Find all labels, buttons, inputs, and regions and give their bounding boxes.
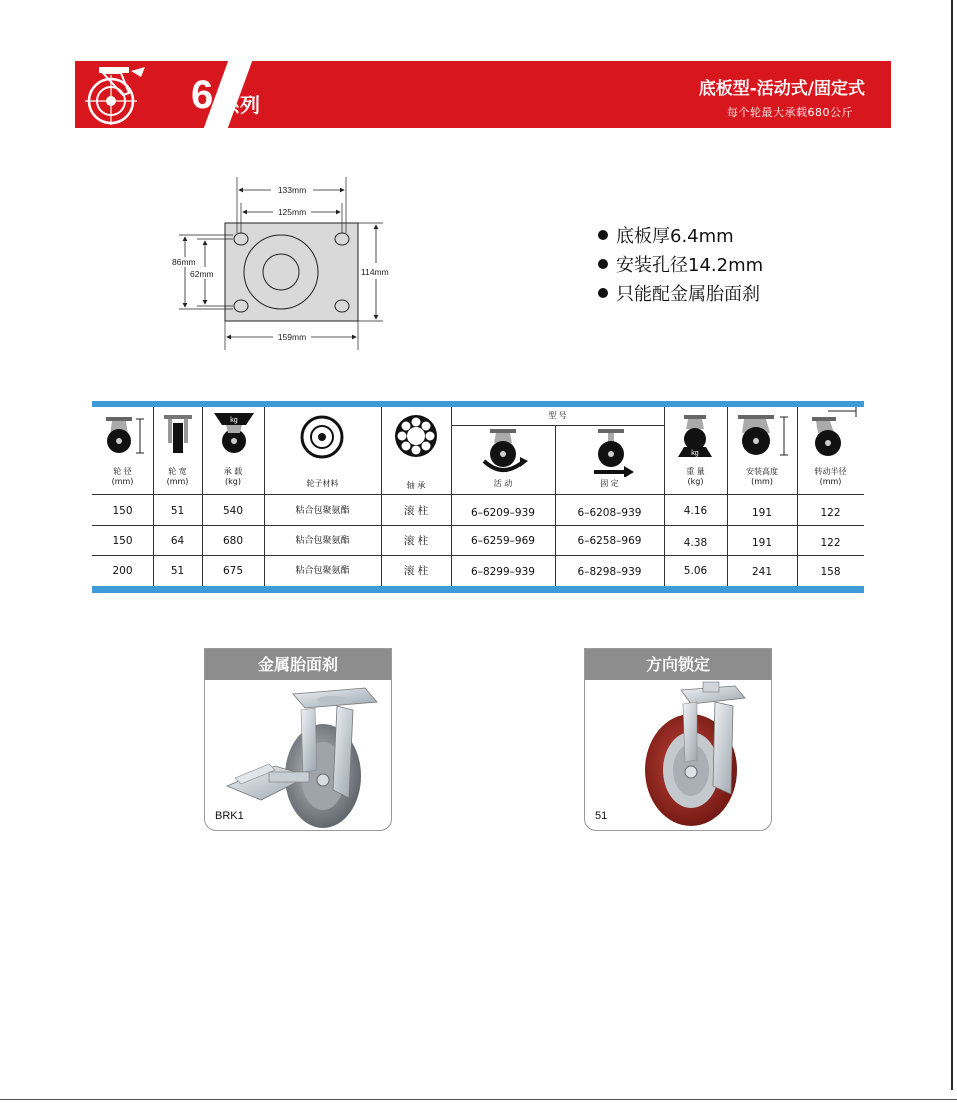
cell-weight: 4.38 [683, 537, 708, 549]
cell-swivel: 6–6209–939 [471, 507, 535, 519]
page-edge-right [951, 0, 953, 1090]
product-card-brake [204, 648, 392, 831]
weight-icon [672, 413, 720, 459]
dim-125-label: 125mm [277, 207, 307, 217]
bullet-icon [598, 259, 608, 269]
cell-rigid: 6–6258–969 [577, 535, 642, 547]
header-model: 型 号 [548, 411, 567, 420]
table-bottom-bar [92, 586, 864, 593]
cell-material: 粘合包聚氨酯 [295, 566, 350, 576]
brake-caster-image [205, 680, 391, 830]
dim-159-label: 159mm [277, 332, 307, 342]
cell-diameter: 200 [112, 565, 133, 577]
header-width: 轮 宽 (mm) [166, 467, 189, 486]
header-banner [75, 61, 891, 128]
bullet-icon [598, 288, 608, 298]
cell-diameter: 150 [112, 535, 133, 547]
feature-text: 只能配金属胎面刹 [616, 284, 760, 305]
cell-width: 64 [170, 535, 185, 547]
plate-body [225, 223, 358, 321]
cell-bearing: 滚 柱 [403, 505, 429, 517]
load-capacity-icon [210, 411, 258, 455]
cell-load: 540 [222, 505, 244, 517]
header-swivel: 活 动 [493, 479, 513, 488]
feature-item [598, 251, 763, 280]
table-top-bar [92, 401, 864, 407]
cell-swivel: 6–6259–969 [471, 535, 535, 547]
card-code: 51 [595, 810, 608, 822]
rigid-caster-icon [586, 427, 638, 477]
header-load: 承 载 (kg) [223, 467, 243, 486]
feature-item [598, 280, 763, 309]
cell-rigid: 6–8298–939 [577, 566, 642, 578]
mount-height-icon [732, 413, 792, 459]
wheel-width-icon [162, 413, 194, 455]
cell-weight: 5.06 [683, 565, 708, 577]
header-radius: 转动半径 (mm) [814, 467, 847, 486]
feature-text: 底板厚6.4mm [616, 226, 734, 247]
cell-load: 675 [222, 565, 244, 577]
card-code: BRK1 [215, 810, 244, 822]
cell-radius: 122 [820, 507, 841, 519]
cell-rigid: 6–6208–939 [577, 507, 642, 519]
cell-height: 191 [751, 537, 773, 549]
dim-86-label: 86mm [172, 257, 196, 267]
cell-weight: 4.16 [683, 505, 708, 517]
cell-bearing: 滚 柱 [403, 535, 429, 547]
page-subtitle: 每个轮最大承载680公斤 [727, 106, 853, 119]
page-title: 底板型-活动式/固定式 [698, 79, 865, 99]
direction-lock-caster-image [585, 680, 771, 830]
load-icon-label: kg [230, 417, 238, 424]
dim-114-label: 114mm [361, 267, 389, 277]
wheel-material-icon [300, 415, 344, 459]
cell-width: 51 [170, 505, 185, 517]
cell-swivel: 6–8299–939 [471, 566, 535, 578]
header-weight: 重 量 (kg) [686, 467, 705, 486]
cell-radius: 158 [820, 566, 841, 578]
top-plate-diagram [165, 175, 410, 353]
product-card-direction-lock [584, 648, 772, 831]
bearing-icon [393, 413, 439, 459]
cell-radius: 122 [820, 537, 841, 549]
cell-material: 粘合包聚氨酯 [295, 536, 350, 546]
dim-133-label: 133mm [277, 185, 307, 195]
feature-item [598, 222, 763, 251]
header-bearing: 轴 承 [406, 481, 426, 490]
header-material: 轮子材料 [306, 479, 339, 488]
cell-diameter: 150 [112, 505, 133, 517]
card-title: 金属胎面刹 [205, 649, 391, 680]
cell-height: 241 [751, 566, 773, 578]
swivel-radius-icon [804, 407, 860, 459]
feature-text: 安装孔径14.2mm [616, 255, 764, 276]
feature-list [598, 222, 763, 309]
series-label: 系列 [220, 93, 260, 117]
cell-bearing: 滚 柱 [403, 565, 429, 577]
card-title: 方向锁定 [585, 649, 771, 680]
cell-load: 680 [222, 535, 244, 547]
caster-logo-icon [81, 63, 149, 126]
cell-material: 粘合包聚氨酯 [295, 506, 350, 516]
cell-width: 51 [170, 565, 185, 577]
cell-height: 191 [751, 507, 773, 519]
header-diameter: 轮 径 (mm) [111, 467, 134, 486]
spec-table [92, 401, 864, 593]
swivel-caster-icon [478, 427, 530, 477]
weight-icon-label: kg [691, 450, 699, 457]
header-height: 安装高度 (mm) [746, 467, 778, 486]
series-number: 6 [191, 73, 214, 117]
bullet-icon [598, 230, 608, 240]
wheel-diameter-icon [100, 413, 146, 455]
header-rigid: 固 定 [600, 479, 619, 488]
dim-62-label: 62mm [190, 269, 214, 279]
page-edge-bottom [0, 1099, 957, 1100]
